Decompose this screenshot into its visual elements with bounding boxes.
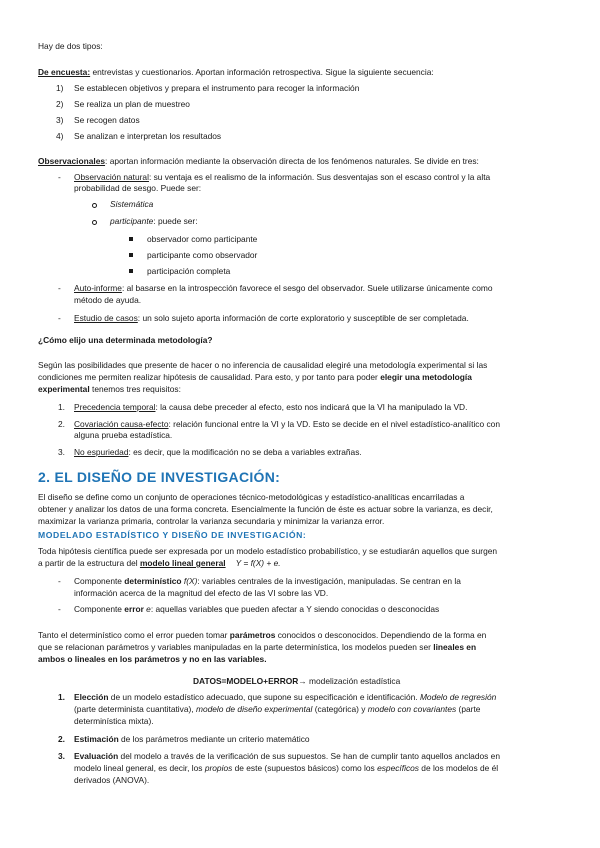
req-label: Precedencia temporal <box>74 402 156 412</box>
diseno-line: El diseño se define como un conjunto de operaciones técnico-metodológicas y estadístico-analíticas encarriladas a <box>38 492 465 502</box>
comp-text: : variables centrales de la investigación, manipuladas. Se centran en la <box>197 576 461 586</box>
step-label: Estimación <box>74 734 119 744</box>
comp-bold: determinístico <box>124 576 182 586</box>
observacionales-text: : aportan información mediante la observación directa de los fenómenos naturales. Se divide en tres: <box>105 156 479 166</box>
list-item: Se establecen objetivos y prepara el instrumento para recoger la información <box>74 83 360 93</box>
step-item-line2 <box>74 704 480 715</box>
observacionales-label: Observacionales <box>38 156 106 166</box>
step-item <box>74 751 500 762</box>
req-number: 2. <box>58 419 65 429</box>
step-text: de los modelos de él <box>418 763 499 773</box>
datos-equation <box>193 676 400 687</box>
square-bullet <box>129 253 133 257</box>
step-text: (parte determinista cuantitativa), <box>74 704 196 714</box>
modelado-line2 <box>38 558 281 569</box>
req-number: 3. <box>58 447 65 457</box>
list-item: Se recogen datos <box>74 115 140 125</box>
role-item: participante como observador <box>147 250 258 260</box>
req-text: : relación funcional entre la VI y la VD. Esto se decide en el nivel estadístico-analítico con <box>168 419 500 429</box>
natural-label: Observación natural <box>74 172 149 182</box>
list-item-number: 2) <box>56 99 64 109</box>
req-text: : es decir, que la modificación no se deba a variables extrañas. <box>128 447 362 457</box>
req-item <box>74 447 362 458</box>
req-item <box>74 402 467 413</box>
casos-text: : un solo sujeto aporta información de corte exploratorio y susceptible de ser completada. <box>137 313 469 323</box>
param-bold: lineales en <box>433 642 477 652</box>
natural-text: : su ventaja es el realismo de la información. Sus desventajas son el escaso control y la alta <box>148 172 491 182</box>
comp-italic: e <box>143 604 151 614</box>
parametros-line2 <box>38 642 476 653</box>
step-italic: propios <box>204 763 233 773</box>
subsection-heading: MODELADO ESTADÍSTICO Y DISEÑO DE INVESTIGACIÓN: <box>38 530 307 540</box>
list-item: Se realiza un plan de muestreo <box>74 99 190 109</box>
step-item-line3: determinística mixta). <box>74 716 154 726</box>
section-heading: 2. EL DISEÑO DE INVESTIGACIÓN: <box>38 469 281 485</box>
step-item <box>74 692 496 703</box>
componente-1-line2: información acerca de la magnitud del efecto de las VI sobre las VD. <box>74 588 329 598</box>
diseno-line: maximizar la varianza primaria, controlar la varianza secundaria y minimizar la varianza error. <box>38 516 385 526</box>
parametros-line3: ambos o lineales en los parámetros y no en las variables. <box>38 654 267 664</box>
step-text: del modelo a través de la verificación de sus supuestos. Se han de cumplir tanto aquellos anclados en <box>118 751 500 761</box>
req-label: No espuriedad <box>74 447 129 457</box>
step-italic: modelo de diseño experimental <box>195 704 313 714</box>
step-text: de este (supuestos básicos) como los <box>232 763 378 773</box>
componente-2 <box>74 604 439 615</box>
observacionales-paragraph <box>38 156 479 167</box>
step-label: Evaluación <box>74 751 119 761</box>
param-text: que se relacionan parámetros y variables manipuladas en la parte determinística, los modelos pueden ser <box>38 642 434 652</box>
step-italic: modelo con covariantes <box>367 704 457 714</box>
step-number: 1. <box>58 692 65 702</box>
sistematica-item <box>110 199 153 210</box>
list-item-number: 1) <box>56 83 64 93</box>
metodologia-line3-bold: experimental <box>38 384 90 394</box>
req-number: 1. <box>58 402 65 412</box>
participante-item <box>110 216 198 227</box>
participante-label: participante <box>110 216 154 226</box>
metodologia-line1: Según las posibilidades que presente de hacer o no inferencia de causalidad elegiré una metodología experimental si las <box>38 360 488 370</box>
param-text: conocidos o desconocidos. Dependiendo de la forma en <box>275 630 487 640</box>
step-italic: específicos <box>377 763 419 773</box>
participante-text: : puede ser: <box>153 216 198 226</box>
dash-bullet: - <box>58 604 61 614</box>
dash-bullet: - <box>58 313 61 323</box>
metodologia-question: ¿Cómo elijo una determinada metodología? <box>38 335 213 345</box>
autoinforme-line1 <box>74 283 493 294</box>
natural-line1 <box>74 172 490 183</box>
diseno-line: obtener y analizar los datos de una forma concreta. Esencialmente la función de éste es actuar sobre la varianza, es decir, <box>38 504 493 514</box>
comp-italic: f(X) <box>181 576 198 586</box>
comp-text: Componente <box>74 576 125 586</box>
comp-text: Componente <box>74 604 125 614</box>
param-text: Tanto el determinístico como el error pueden tomar <box>38 630 230 640</box>
step-text: modelo lineal general, es decir, los <box>74 763 205 773</box>
step-item <box>74 734 310 745</box>
natural-line2: probabilidad de sesgo. Puede ser: <box>74 183 202 193</box>
square-bullet <box>129 237 133 241</box>
list-item-number: 3) <box>56 115 64 125</box>
step-number: 3. <box>58 751 65 761</box>
param-bold: parámetros <box>229 630 276 640</box>
list-item-number: 4) <box>56 131 64 141</box>
req-label: Covariación causa-efecto <box>74 419 169 429</box>
metodologia-line3 <box>38 384 181 395</box>
encuesta-label: De encuesta: <box>38 67 91 77</box>
req-item-cont: alguna prueba estadística. <box>74 430 173 440</box>
step-text: de los parámetros mediante un criterio matemático <box>118 734 310 744</box>
metodologia-line3-text: tenemos tres requisitos: <box>89 384 181 394</box>
dash-bullet: - <box>58 283 61 293</box>
autoinforme-label: Auto-informe <box>74 283 122 293</box>
role-item: observador como participante <box>147 234 258 244</box>
step-label: Elección <box>74 692 109 702</box>
circle-bullet <box>92 220 97 225</box>
autoinforme-text: : al basarse en la introspección favorece el sesgo del observador. Suele utilizarse únicamente como <box>121 283 493 293</box>
step-number: 2. <box>58 734 65 744</box>
step-text: de un modelo estadístico adecuado, que supone su especificación e identificación. <box>108 692 420 702</box>
comp-text: : aquellas variables que pueden afectar a Y siendo conocidas o desconocidas <box>150 604 440 614</box>
encuesta-text: entrevistas y cuestionarios. Aportan información retrospectiva. Sigue la siguiente secuencia: <box>90 67 434 77</box>
formula-text: Y = f(X) + e. <box>235 558 281 568</box>
req-item <box>74 419 500 430</box>
step-text: (parte <box>456 704 481 714</box>
equation-text: → modelización estadística <box>298 676 401 686</box>
metodologia-line2 <box>38 372 472 383</box>
modelo-lineal-general: modelo lineal general <box>139 558 226 568</box>
dash-bullet: - <box>58 172 61 182</box>
role-item: participación completa <box>147 266 231 276</box>
parametros-line1 <box>38 630 486 641</box>
componente-1 <box>74 576 461 587</box>
step-item-line2 <box>74 763 498 774</box>
sistematica-text: Sistemática <box>110 199 154 209</box>
list-item: Se analizan e interpretan los resultados <box>74 131 222 141</box>
modelado-line1: Toda hipótesis científica puede ser expresada por un modelo estadístico probabilístico, y se estudiarán aquellos que surgen <box>38 546 498 556</box>
modelado-line2-text: a partir de la estructura del <box>38 558 140 568</box>
casos-label: Estudio de casos <box>74 313 138 323</box>
metodologia-line2-bold: elegir una metodología <box>380 372 472 382</box>
intro-text: Hay de dos tipos: <box>38 41 103 51</box>
encuesta-paragraph <box>38 67 434 78</box>
equation-bold: DATOS=MODELO+ERROR <box>193 676 299 686</box>
square-bullet <box>129 269 133 273</box>
step-item-line3: derivados (ANOVA). <box>74 775 150 785</box>
step-italic: Modelo de regresión <box>419 692 497 702</box>
req-text: : la causa debe preceder al efecto, esto nos indicará que la VI ha manipulado la VD. <box>155 402 468 412</box>
comp-bold: error <box>124 604 144 614</box>
casos-line <box>74 313 469 324</box>
circle-bullet <box>92 203 97 208</box>
autoinforme-line2: método de ayuda. <box>74 295 142 305</box>
metodologia-line2-text: condiciones me permiten realizar hipótesis de causalidad. Para esto, y por tanto para poder <box>38 372 381 382</box>
step-text: (categórica) y <box>312 704 368 714</box>
dash-bullet: - <box>58 576 61 586</box>
